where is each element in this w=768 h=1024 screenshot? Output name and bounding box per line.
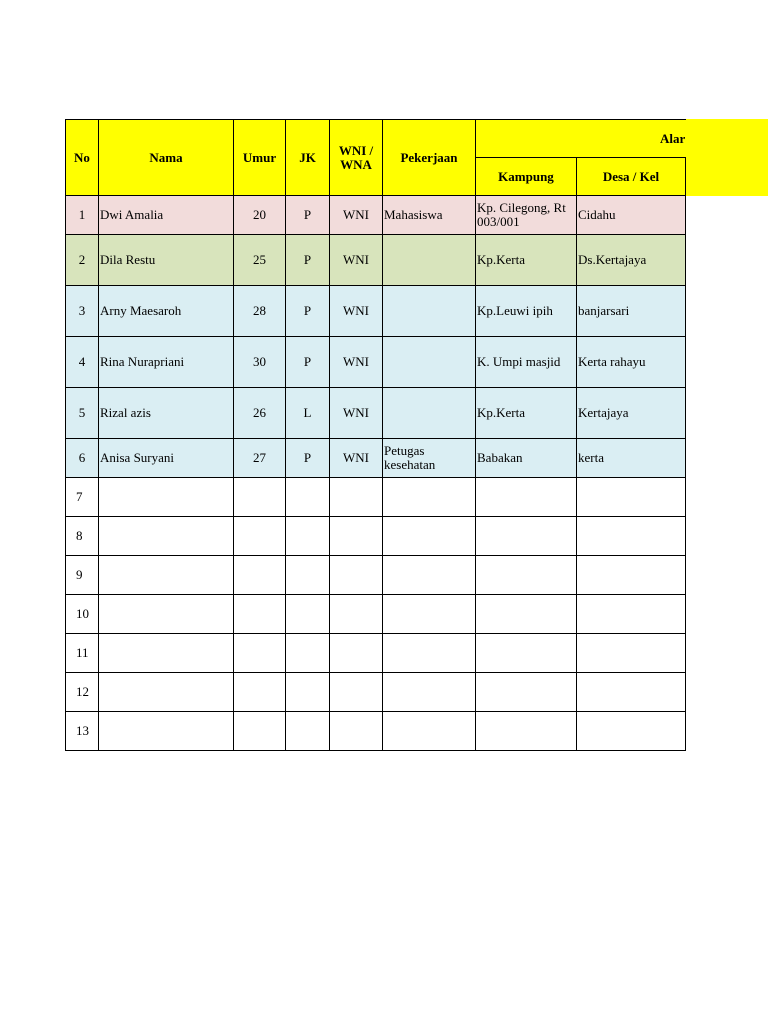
cell-empty[interactable] bbox=[99, 595, 234, 634]
cell-empty[interactable] bbox=[476, 595, 577, 634]
cell-empty[interactable] bbox=[286, 556, 330, 595]
cell-empty[interactable] bbox=[99, 634, 234, 673]
header-umur: Umur bbox=[234, 120, 286, 196]
cell-umur[interactable]: 27 bbox=[234, 439, 286, 478]
cell-empty[interactable] bbox=[99, 478, 234, 517]
cell-jk[interactable]: L bbox=[286, 388, 330, 439]
cell-empty[interactable] bbox=[383, 595, 476, 634]
table-row-empty bbox=[66, 595, 686, 634]
header-kampung: Kampung bbox=[476, 158, 577, 196]
cell-umur[interactable]: 26 bbox=[234, 388, 286, 439]
cell-jk[interactable]: P bbox=[286, 439, 330, 478]
cell-empty[interactable] bbox=[234, 556, 286, 595]
cell-empty[interactable] bbox=[577, 517, 686, 556]
cell-no[interactable]: 5 bbox=[66, 388, 99, 439]
cell-empty[interactable] bbox=[234, 712, 286, 751]
cell-empty[interactable] bbox=[99, 712, 234, 751]
cell-empty[interactable] bbox=[577, 634, 686, 673]
cell-desa[interactable]: banjarsari bbox=[577, 286, 686, 337]
cell-no[interactable]: 6 bbox=[66, 439, 99, 478]
cell-kampung[interactable]: K. Umpi masjid bbox=[476, 337, 577, 388]
cell-empty[interactable] bbox=[234, 634, 286, 673]
cell-kampung[interactable]: Kp.Kerta bbox=[476, 235, 577, 286]
cell-wni[interactable]: WNI bbox=[330, 337, 383, 388]
table-row bbox=[66, 235, 686, 286]
cell-empty[interactable] bbox=[476, 478, 577, 517]
cell-empty[interactable] bbox=[234, 517, 286, 556]
cell-empty[interactable] bbox=[330, 478, 383, 517]
cell-no[interactable]: 12 bbox=[66, 673, 99, 712]
table-row-empty bbox=[66, 673, 686, 712]
cell-empty[interactable] bbox=[476, 634, 577, 673]
cell-empty[interactable] bbox=[577, 478, 686, 517]
cell-umur[interactable]: 20 bbox=[234, 196, 286, 235]
cell-kampung[interactable]: Kp. Cilegong, Rt 003/001 bbox=[476, 196, 577, 235]
header-wni-wna: WNI / WNA bbox=[330, 120, 383, 196]
cell-empty[interactable] bbox=[383, 517, 476, 556]
cell-empty[interactable] bbox=[383, 634, 476, 673]
header-fill-overflow bbox=[685, 119, 768, 196]
cell-empty[interactable] bbox=[577, 673, 686, 712]
cell-empty[interactable] bbox=[383, 673, 476, 712]
cell-jk[interactable]: P bbox=[286, 337, 330, 388]
cell-empty[interactable] bbox=[234, 478, 286, 517]
table-row bbox=[66, 196, 686, 235]
cell-kampung[interactable]: Kp.Kerta bbox=[476, 388, 577, 439]
cell-pekerjaan[interactable]: Petugas kesehatan bbox=[383, 439, 476, 478]
cell-empty[interactable] bbox=[383, 478, 476, 517]
cell-no[interactable]: 8 bbox=[66, 517, 99, 556]
cell-empty[interactable] bbox=[476, 517, 577, 556]
resident-table bbox=[65, 119, 686, 751]
cell-empty[interactable] bbox=[286, 673, 330, 712]
header-pekerjaan: Pekerjaan bbox=[383, 120, 476, 196]
cell-pekerjaan[interactable] bbox=[383, 235, 476, 286]
cell-jk[interactable]: P bbox=[286, 286, 330, 337]
cell-empty[interactable] bbox=[476, 673, 577, 712]
cell-empty[interactable] bbox=[286, 478, 330, 517]
table-row-empty bbox=[66, 517, 686, 556]
table-row-empty bbox=[66, 556, 686, 595]
cell-jk[interactable]: P bbox=[286, 235, 330, 286]
cell-empty[interactable] bbox=[99, 556, 234, 595]
cell-umur[interactable]: 30 bbox=[234, 337, 286, 388]
cell-desa[interactable]: kerta bbox=[577, 439, 686, 478]
table-row-empty bbox=[66, 478, 686, 517]
cell-umur[interactable]: 25 bbox=[234, 235, 286, 286]
cell-pekerjaan[interactable] bbox=[383, 337, 476, 388]
table-row bbox=[66, 337, 686, 388]
cell-no[interactable]: 10 bbox=[66, 595, 99, 634]
cell-nama[interactable]: Rina Nurapriani bbox=[99, 337, 234, 388]
cell-jk[interactable]: P bbox=[286, 196, 330, 235]
cell-pekerjaan[interactable] bbox=[383, 388, 476, 439]
cell-empty[interactable] bbox=[286, 517, 330, 556]
header-jk: JK bbox=[286, 120, 330, 196]
cell-empty[interactable] bbox=[99, 673, 234, 712]
cell-no[interactable]: 7 bbox=[66, 478, 99, 517]
cell-empty[interactable] bbox=[330, 673, 383, 712]
cell-no[interactable]: 13 bbox=[66, 712, 99, 751]
cell-no[interactable]: 3 bbox=[66, 286, 99, 337]
cell-empty[interactable] bbox=[476, 556, 577, 595]
cell-empty[interactable] bbox=[330, 595, 383, 634]
cell-wni[interactable]: WNI bbox=[330, 439, 383, 478]
cell-empty[interactable] bbox=[330, 712, 383, 751]
cell-kampung[interactable]: Kp.Leuwi ipih bbox=[476, 286, 577, 337]
cell-empty[interactable] bbox=[577, 595, 686, 634]
table-row bbox=[66, 286, 686, 337]
cell-empty[interactable] bbox=[383, 712, 476, 751]
header-desa-kel: Desa / Kel bbox=[577, 158, 686, 196]
cell-desa[interactable]: Kertajaya bbox=[577, 388, 686, 439]
cell-empty[interactable] bbox=[577, 556, 686, 595]
cell-wni[interactable]: WNI bbox=[330, 235, 383, 286]
table-body bbox=[66, 196, 686, 751]
cell-empty[interactable] bbox=[286, 595, 330, 634]
cell-wni[interactable]: WNI bbox=[330, 388, 383, 439]
cell-no[interactable]: 9 bbox=[66, 556, 99, 595]
cell-nama[interactable]: Anisa Suryani bbox=[99, 439, 234, 478]
header-alamat: Alar bbox=[476, 120, 686, 158]
cell-empty[interactable] bbox=[330, 517, 383, 556]
cell-empty[interactable] bbox=[577, 712, 686, 751]
cell-empty[interactable] bbox=[234, 673, 286, 712]
cell-wni[interactable]: WNI bbox=[330, 286, 383, 337]
cell-empty[interactable] bbox=[330, 556, 383, 595]
cell-empty[interactable] bbox=[99, 517, 234, 556]
cell-empty[interactable] bbox=[383, 556, 476, 595]
cell-wni[interactable]: WNI bbox=[330, 196, 383, 235]
spreadsheet bbox=[65, 119, 686, 751]
cell-nama[interactable]: Rizal azis bbox=[99, 388, 234, 439]
cell-empty[interactable] bbox=[286, 634, 330, 673]
cell-nama[interactable]: Arny Maesaroh bbox=[99, 286, 234, 337]
header-row bbox=[66, 120, 686, 158]
cell-no[interactable]: 2 bbox=[66, 235, 99, 286]
cell-pekerjaan[interactable] bbox=[383, 286, 476, 337]
table-row-empty bbox=[66, 634, 686, 673]
cell-nama[interactable]: Dwi Amalia bbox=[99, 196, 234, 235]
cell-desa[interactable]: Ds.Kertajaya bbox=[577, 235, 686, 286]
cell-empty[interactable] bbox=[330, 634, 383, 673]
cell-no[interactable]: 4 bbox=[66, 337, 99, 388]
cell-desa[interactable]: Kerta rahayu bbox=[577, 337, 686, 388]
table-row bbox=[66, 388, 686, 439]
table-row bbox=[66, 439, 686, 478]
cell-kampung[interactable]: Babakan bbox=[476, 439, 577, 478]
cell-no[interactable]: 11 bbox=[66, 634, 99, 673]
table-row-empty bbox=[66, 712, 686, 751]
cell-no[interactable]: 1 bbox=[66, 196, 99, 235]
header-nama: Nama bbox=[99, 120, 234, 196]
cell-nama[interactable]: Dila Restu bbox=[99, 235, 234, 286]
header-no: No bbox=[66, 120, 99, 196]
cell-pekerjaan[interactable]: Mahasiswa bbox=[383, 196, 476, 235]
cell-desa[interactable]: Cidahu bbox=[577, 196, 686, 235]
cell-empty[interactable] bbox=[286, 712, 330, 751]
cell-empty[interactable] bbox=[476, 712, 577, 751]
cell-umur[interactable]: 28 bbox=[234, 286, 286, 337]
cell-empty[interactable] bbox=[234, 595, 286, 634]
